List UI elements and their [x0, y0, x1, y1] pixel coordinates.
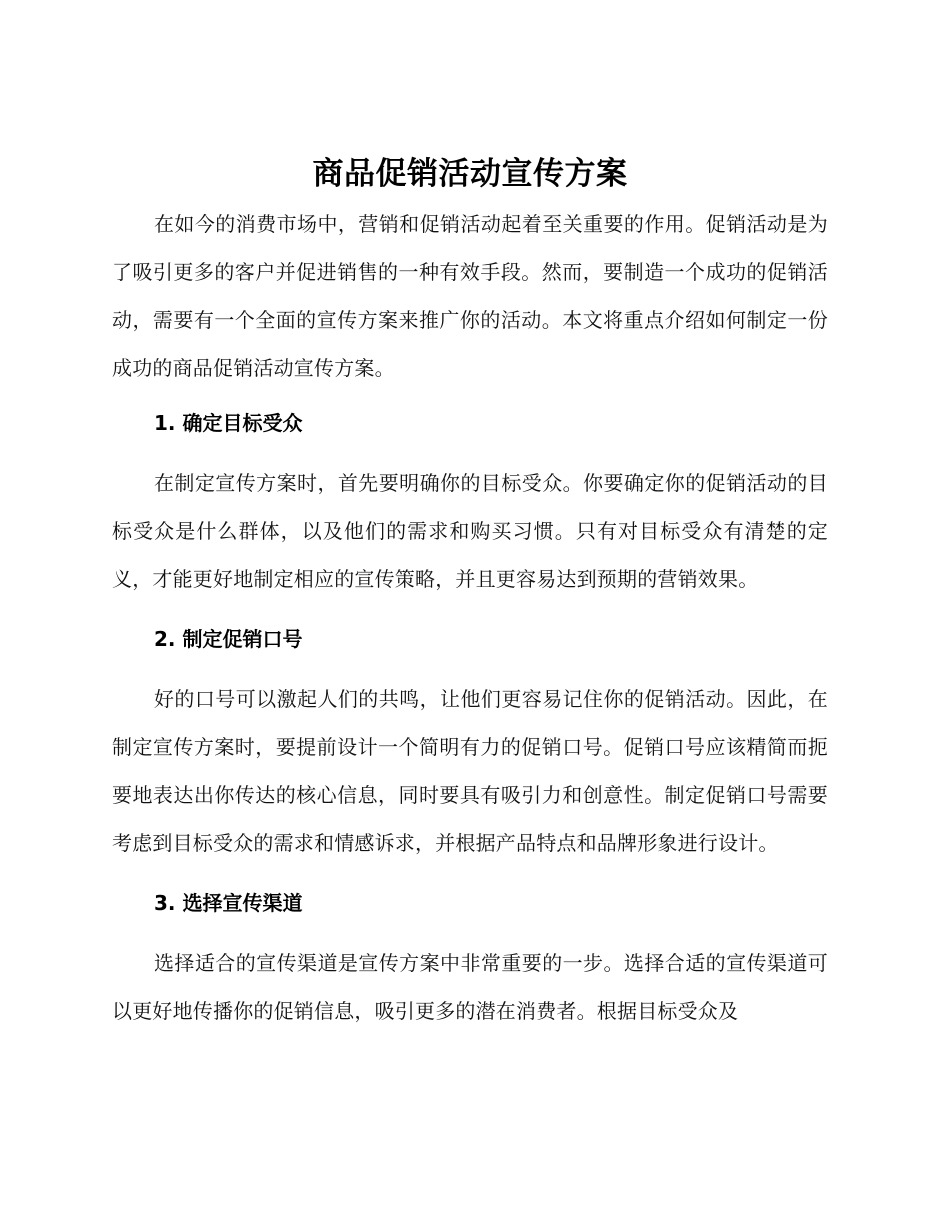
document-page [112, 148, 828, 1035]
section-heading-channels: 3. 选择宣传渠道 [154, 891, 303, 915]
section-body-slogan: 好的口号可以激起人们的共鸣，让他们更容易记住你的促销活动。因此，在制定宣传方案时，要提前设计一个简明有力的促销口号。促销口号应该精简而扼要地表达出你传达的核心信息，同时要具有吸引力和创意性。制定促销口号需要考虑到目标受众的需求和情感诉求，并根据产品特点和品牌形象进行设计。 [112, 687, 828, 855]
document-title: 商品促销活动宣传方案 [312, 156, 628, 192]
section-heading-target-audience: 1. 确定目标受众 [154, 411, 303, 435]
section-heading-slogan: 2. 制定促销口号 [154, 627, 303, 651]
section-body-target-audience: 在制定宣传方案时，首先要明确你的目标受众。你要确定你的促销活动的目标受众是什么群体，以及他们的需求和购买习惯。只有对目标受众有清楚的定义，才能更好地制定相应的宣传策略，并且更容易达到预期的营销效果。 [112, 471, 828, 591]
section-body-channels: 选择适合的宣传渠道是宣传方案中非常重要的一步。选择合适的宣传渠道可以更好地传播你的促销信息，吸引更多的潜在消费者。根据目标受众及 [112, 951, 828, 1023]
intro-paragraph: 在如今的消费市场中，营销和促销活动起着至关重要的作用。促销活动是为了吸引更多的客户并促进销售的一种有效手段。然而，要制造一个成功的促销活动，需要有一个全面的宣传方案来推广你的活动。本文将重点介绍如何制定一份成功的商品促销活动宣传方案。 [112, 212, 828, 380]
